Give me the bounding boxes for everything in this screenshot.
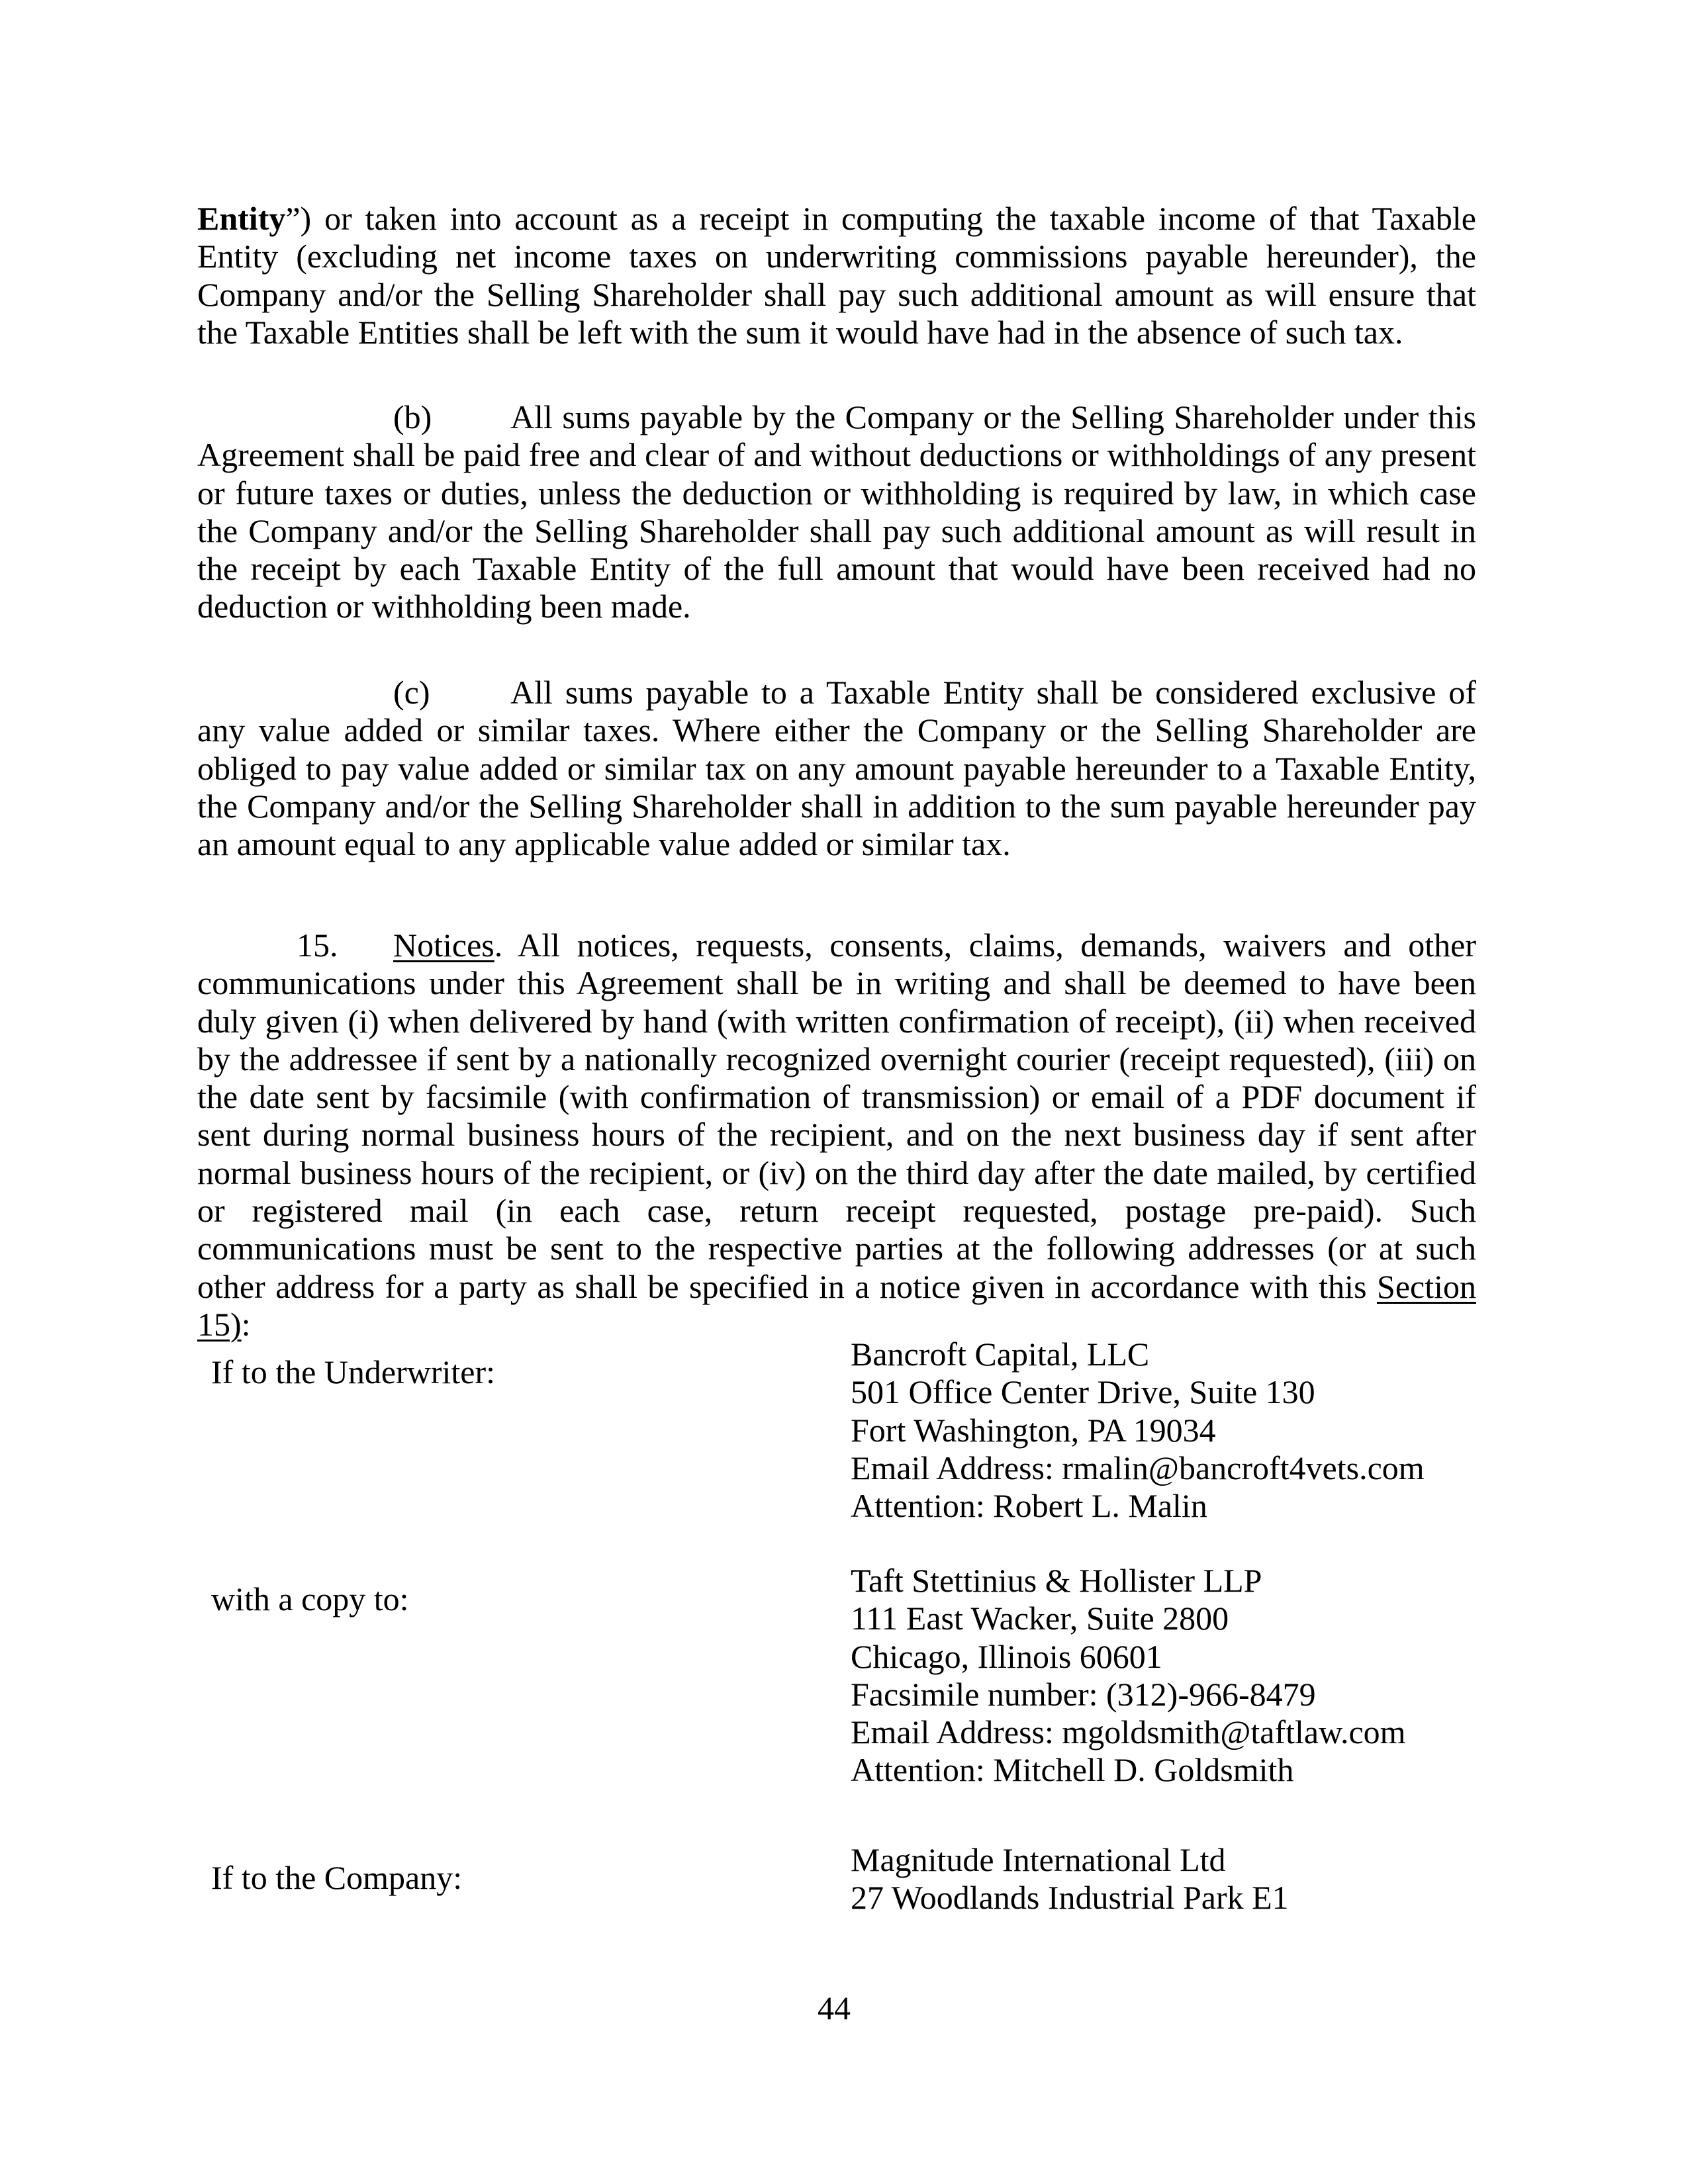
address-line: 501 Office Center Drive, Suite 130 [851,1373,1315,1411]
paragraph-text: All sums payable to a Taxable Entity shall be considered exclusive of any value added or similar taxes. Where either the Company or the Selling Shareholder are obliged to pay value added or similar tax on any amount payable hereunder to a Taxable Entity, the Company and/or the Selling Shareholder shall in addition to the sum payable hereunder pay an amount equal to any applicable value added or similar tax. [197,674,1476,863]
address-line: 111 East Wacker, Suite 2800 [851,1600,1229,1637]
address-line: Attention: Robert L. Malin [851,1487,1207,1525]
address-label-copy: with a copy to: [211,1580,409,1617]
paragraph-text: All sums payable by the Company or the Selling Shareholder under this Agreement shall be paid free and clear of and without deductions or withholdings of any present or future taxes or duties, unless the deduction or withholding is required by law, in which case the Company and/or the Selling Shareholder shall pay such additional amount as will result in the receipt by each Taxable Entity of the full amount that would have been received had no deduction or withholding been made. [197,398,1476,625]
address-line: Email Address: mgoldsmith@taftlaw.com [851,1713,1406,1751]
section-reference-link: Section 15) [197,1267,1476,1343]
address-block-underwriter [851,1336,1425,1525]
address-line: 27 Woodlands Industrial Park E1 [851,1879,1289,1917]
address-label-underwriter: If to the Underwriter: [211,1353,496,1390]
page-number: 44 [818,1989,851,2026]
paragraph-a [197,200,1476,351]
section-text: . All notices, requests, consents, claims, demands, waivers and other communications under this Agreement shall be in writing and shall be deemed to have been duly given (i) when delivered by hand (with written confirmation of receipt), (ii) when received by the addressee if sent by a nationally recognized overnight courier (receipt requested), (iii) on the date sent by facsimile (with confirmation of transmission) or email of a PDF document if sent during normal business hours of the recipient, and on the next business day if sent after normal business hours of the recipient, or (iv) on the third day after the date mailed, by certified or registered mail (in each case, return receipt requested, postage pre-paid). Such communications must be sent to the respective parties at the following addresses (or at such other address for a party as shall be specified in a notice given in accordance with this [197,927,1476,1305]
address-line: Taft Stettinius & Hollister LLP [851,1562,1262,1599]
address-line: Facsimile number: (312)-966-8479 [851,1675,1316,1713]
address-label-company: If to the Company: [211,1859,463,1896]
section-heading: Notices [393,927,494,964]
paragraph-c [197,674,1476,863]
section-number: 15. [297,927,338,964]
address-line: Bancroft Capital, LLC [851,1336,1150,1373]
address-block-copy [851,1562,1406,1790]
paragraph-marker: (c) [393,674,430,711]
address-line: Fort Washington, PA 19034 [851,1411,1216,1449]
section-15-notices [197,927,1476,1343]
punctuation: : [241,1305,251,1343]
address-line: Attention: Mitchell D. Goldsmith [851,1751,1294,1789]
address-block-company [851,1841,1289,1917]
address-line: Email Address: rmalin@bancroft4vets.com [851,1449,1425,1486]
defined-term: Entity [197,200,286,237]
paragraph-marker: (b) [393,398,432,435]
paragraph-b [197,398,1476,626]
address-line: Chicago, Illinois 60601 [851,1637,1162,1675]
paragraph-text: ”) or taken into account as a receipt in computing the taxable income of that Taxable Entity (excluding net income taxes on underwriting commissions payable hereunder), the Company and/or the Selling Shareholder shall pay such additional amount as will ensure that the Taxable Entities shall be left with the sum it would have had in the absence of such tax. [197,200,1476,351]
address-line: Magnitude International Ltd [851,1841,1226,1878]
